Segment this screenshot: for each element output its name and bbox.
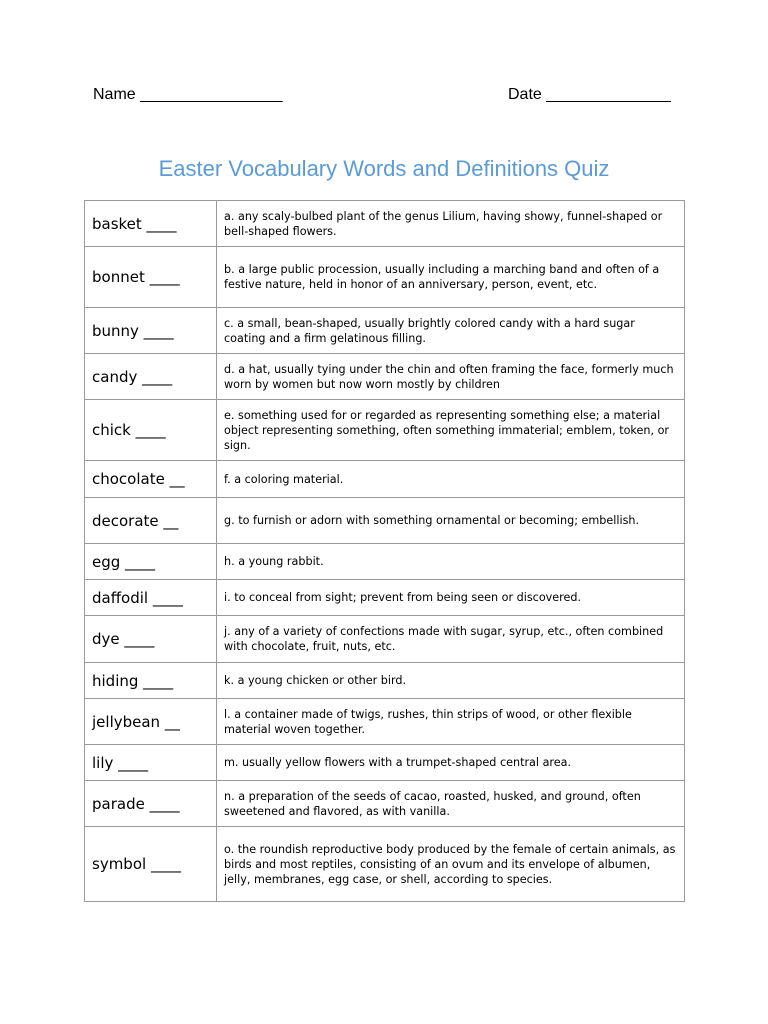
vocab-word: chick ____ [85, 400, 217, 461]
vocab-word: candy ____ [85, 354, 217, 400]
vocab-definition: e. something used for or regarded as representing something else; a material object representing something, often something immaterial; emblem, token, or sign. [217, 400, 685, 461]
table-row [85, 498, 685, 544]
vocab-definition: c. a small, bean-shaped, usually brightly colored candy with a hard sugar coating and a firm gelatinous filling. [217, 308, 685, 354]
table-row [85, 827, 685, 902]
vocab-definition: k. a young chicken or other bird. [217, 663, 685, 699]
vocab-definition: b. a large public procession, usually including a marching band and often of a festive nature, held in honor of an anniversary, person, event, etc. [217, 247, 685, 308]
table-row [85, 354, 685, 400]
name-field-label: Name ________________ [93, 86, 283, 103]
table-row [85, 781, 685, 827]
table-row [85, 308, 685, 354]
date-field-label: Date ______________ [508, 86, 671, 103]
vocab-definition: a. any scaly-bulbed plant of the genus Lilium, having showy, funnel-shaped or bell-shaped flowers. [217, 201, 685, 247]
vocab-word: daffodil ____ [85, 580, 217, 616]
table-row [85, 400, 685, 461]
table-row [85, 616, 685, 663]
vocab-definition: i. to conceal from sight; prevent from being seen or discovered. [217, 580, 685, 616]
vocab-definition: h. a young rabbit. [217, 544, 685, 580]
vocab-word: symbol ____ [85, 827, 217, 902]
vocabulary-table [84, 200, 685, 902]
table-row [85, 461, 685, 498]
table-row [85, 745, 685, 781]
vocab-definition: f. a coloring material. [217, 461, 685, 498]
vocab-word: jellybean __ [85, 699, 217, 745]
table-row [85, 663, 685, 699]
vocab-definition: l. a container made of twigs, rushes, thin strips of wood, or other flexible material woven together. [217, 699, 685, 745]
vocab-definition: d. a hat, usually tying under the chin and often framing the face, formerly much worn by women but now worn mostly by children [217, 354, 685, 400]
vocab-word: dye ____ [85, 616, 217, 663]
page-title: Easter Vocabulary Words and Definitions Quiz [158, 156, 610, 181]
vocab-definition: g. to furnish or adorn with something ornamental or becoming; embellish. [217, 498, 685, 544]
vocab-word: hiding ____ [85, 663, 217, 699]
vocab-definition: n. a preparation of the seeds of cacao, roasted, husked, and ground, often sweetened and flavored, as with vanilla. [217, 781, 685, 827]
table-row [85, 699, 685, 745]
vocab-definition: j. any of a variety of confections made with sugar, syrup, etc., often combined with chocolate, fruit, nuts, etc. [217, 616, 685, 663]
vocab-definition: m. usually yellow flowers with a trumpet-shaped central area. [217, 745, 685, 781]
vocab-word: parade ____ [85, 781, 217, 827]
table-row [85, 580, 685, 616]
vocab-word: egg ____ [85, 544, 217, 580]
vocab-word: bonnet ____ [85, 247, 217, 308]
vocab-word: chocolate __ [85, 461, 217, 498]
vocab-word: bunny ____ [85, 308, 217, 354]
vocab-word: basket ____ [85, 201, 217, 247]
table-row [85, 201, 685, 247]
vocab-word: decorate __ [85, 498, 217, 544]
vocab-definition: o. the roundish reproductive body produced by the female of certain animals, as birds and most reptiles, consisting of an ovum and its envelope of albumen, jelly, membranes, egg case, or shell, according to species. [217, 827, 685, 902]
table-row [85, 247, 685, 308]
vocab-word: lily ____ [85, 745, 217, 781]
table-row [85, 544, 685, 580]
